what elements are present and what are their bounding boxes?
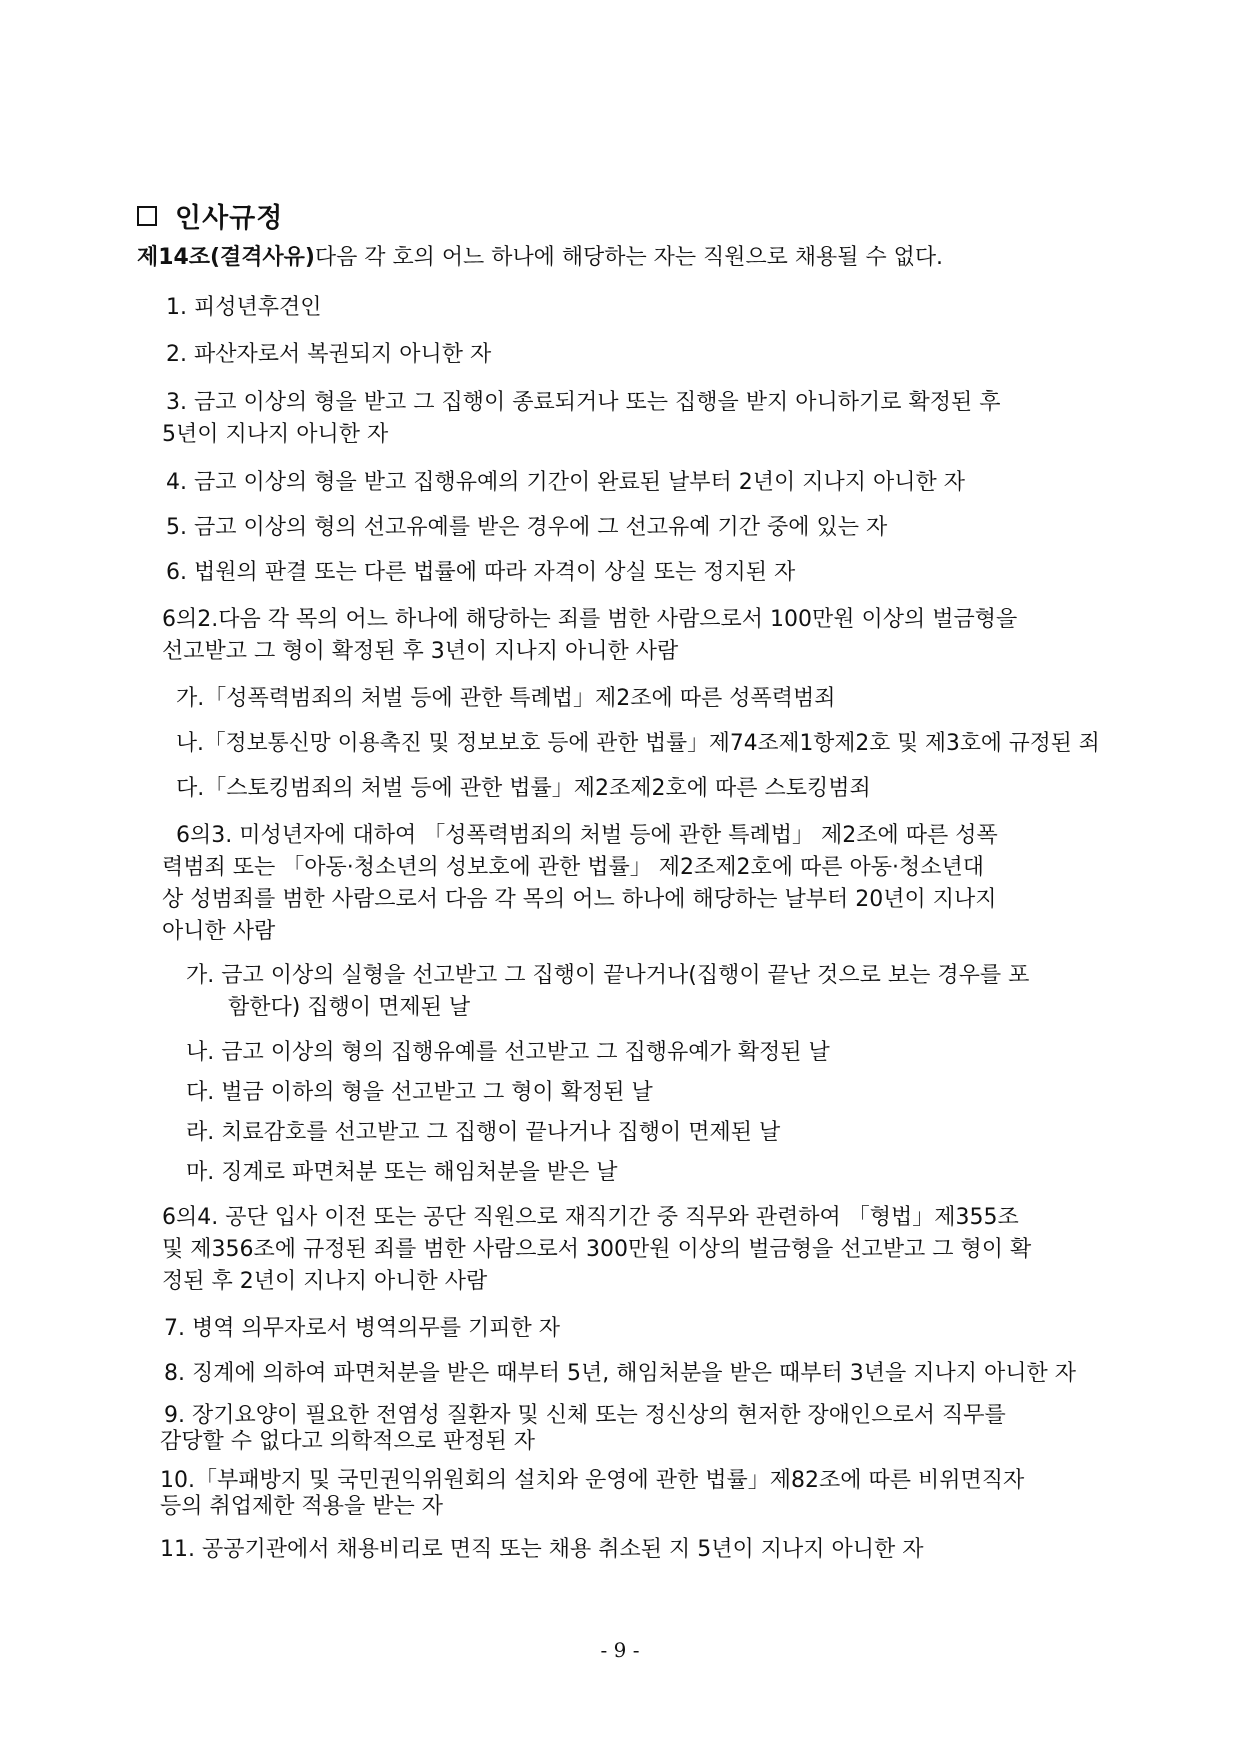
list-item: 10.「부패방지 및 국민권익위원회의 설치와 운영에 관한 법률」제82조에 따른 비위면직자 — [160, 1468, 1025, 1493]
list-item: 6의4. 공단 입사 이전 또는 공단 직원으로 재직기간 중 직무와 관련하여 「형법」제355조 — [162, 1205, 1019, 1230]
list-item-continuation: 아니한 사람 — [162, 919, 276, 944]
checkbox-icon — [137, 206, 157, 226]
list-item-continuation: 정된 후 2년이 지나지 아니한 사람 — [162, 1269, 488, 1294]
list-item: 7. 병역 의무자로서 병역의무를 기피한 자 — [164, 1316, 560, 1341]
article-title: 제14조(결격사유) — [137, 245, 315, 270]
sub-item: 가. 금고 이상의 실형을 선고받고 그 집행이 끝나거나(집행이 끝난 것으로 보는 경우를 포 — [186, 963, 1030, 988]
list-item: 2. 파산자로서 복권되지 아니한 자 — [166, 342, 492, 367]
list-item: 4. 금고 이상의 형을 받고 집행유예의 기간이 완료된 날부터 2년이 지나지 아니한 자 — [166, 470, 965, 495]
article-line — [137, 244, 1100, 272]
list-item: 6의3. 미성년자에 대하여 「성폭력범죄의 처벌 등에 관한 특례법」 제2조에 따른 성폭 — [176, 823, 998, 848]
list-item: 3. 금고 이상의 형을 받고 그 집행이 종료되거나 또는 집행을 받지 아니하기로 확정된 후 — [166, 390, 1001, 415]
sub-item: 나.「정보통신망 이용촉진 및 정보보호 등에 관한 법률」제74조제1항제2호 및 제3호에 규정된 죄 — [176, 731, 1100, 756]
list-item: 11. 공공기관에서 채용비리로 면직 또는 채용 취소된 지 5년이 지나지 아니한 자 — [160, 1537, 924, 1562]
sub-item: 나. 금고 이상의 형의 집행유예를 선고받고 그 집행유예가 확정된 날 — [186, 1040, 830, 1065]
list-item-continuation: 선고받고 그 형이 확정된 후 3년이 지나지 아니한 사람 — [162, 639, 679, 664]
list-item: 6의2.다음 각 목의 어느 하나에 해당하는 죄를 범한 사람으로서 100만원 이상의 벌금형을 — [162, 607, 1018, 632]
list-item-continuation: 5년이 지나지 아니한 자 — [162, 422, 389, 447]
list-item: 6. 법원의 판결 또는 다른 법률에 따라 자격이 상실 또는 정지된 자 — [166, 560, 796, 585]
sub-item: 다. 벌금 이하의 형을 선고받고 그 형이 확정된 날 — [186, 1080, 653, 1105]
sub-item: 마. 징계로 파면처분 또는 해임처분을 받은 날 — [186, 1160, 618, 1185]
list-item: 9. 장기요양이 필요한 전염성 질환자 및 신체 또는 정신상의 현저한 장애인으로서 직무를 — [164, 1403, 1006, 1428]
list-item: 1. 피성년후견인 — [166, 295, 322, 320]
list-item-continuation: 감당할 수 없다고 의학적으로 판정된 자 — [160, 1429, 535, 1454]
list-item-continuation: 상 성범죄를 범한 사람으로서 다음 각 목의 어느 하나에 해당하는 날부터 20년이 지나지 — [162, 887, 997, 912]
sub-item: 다.「스토킹범죄의 처벌 등에 관한 법률」제2조제2호에 따른 스토킹범죄 — [176, 776, 871, 801]
article-intro: 다음 각 호의 어느 하나에 해당하는 자는 직원으로 채용될 수 없다. — [314, 245, 944, 270]
list-item-continuation: 등의 취업제한 적용을 받는 자 — [160, 1494, 443, 1519]
list-item-continuation: 및 제356조에 규정된 죄를 범한 사람으로서 300만원 이상의 벌금형을 선고받고 그 형이 확 — [162, 1237, 1032, 1262]
page-number: - 9 - — [600, 1638, 640, 1662]
sub-item: 라. 치료감호를 선고받고 그 집행이 끝나거나 집행이 면제된 날 — [186, 1120, 781, 1145]
section-title: 인사규정 — [175, 203, 284, 234]
list-item-continuation: 력범죄 또는 「아동·청소년의 성보호에 관한 법률」 제2조제2호에 따른 아동·청소년대 — [162, 855, 984, 880]
section-heading — [137, 196, 283, 235]
sub-item: 가.「성폭력범죄의 처벌 등에 관한 특례법」제2조에 따른 성폭력범죄 — [176, 686, 836, 711]
sub-item-continuation: 함한다) 집행이 면제된 날 — [228, 995, 471, 1020]
list-item: 5. 금고 이상의 형의 선고유예를 받은 경우에 그 선고유예 기간 중에 있는 자 — [166, 515, 888, 540]
list-item: 8. 징계에 의하여 파면처분을 받은 때부터 5년, 해임처분을 받은 때부터 3년을 지나지 아니한 자 — [164, 1361, 1076, 1386]
